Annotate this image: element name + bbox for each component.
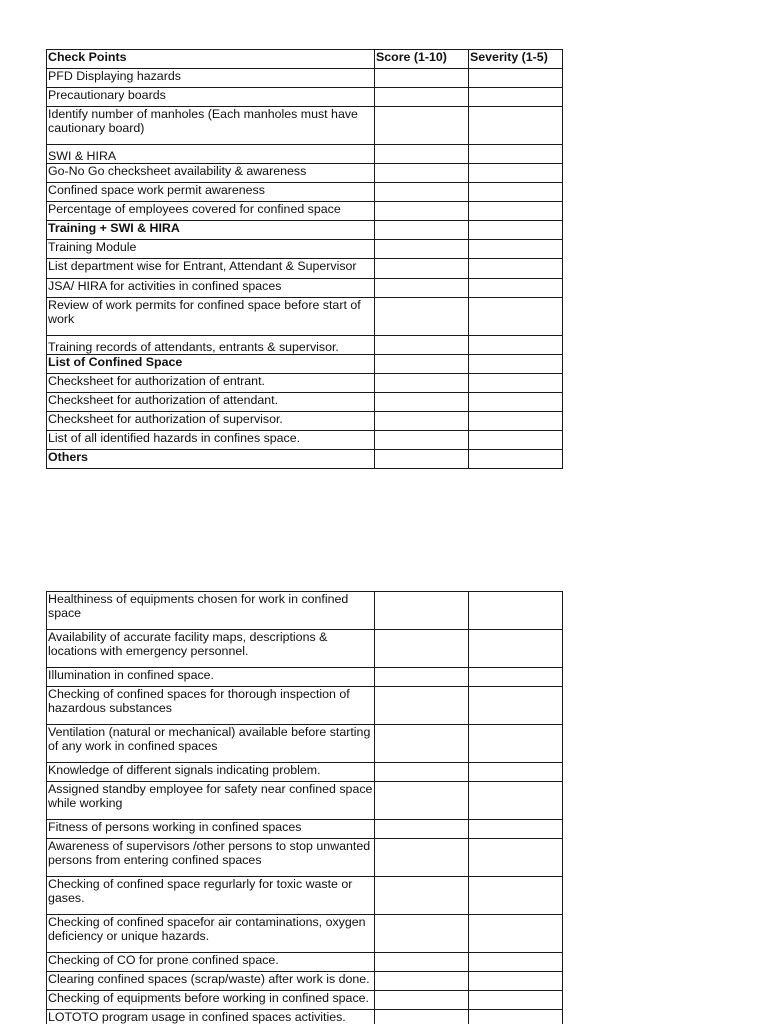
table-row <box>47 374 563 393</box>
severity-cell[interactable] <box>469 145 563 164</box>
check-point-cell[interactable]: Percentage of employees covered for confined space <box>47 202 375 221</box>
severity-cell[interactable] <box>469 972 563 991</box>
check-point-cell[interactable]: Checksheet for authorization of supervisor. <box>47 412 375 431</box>
score-cell[interactable] <box>375 107 469 145</box>
severity-cell[interactable] <box>469 450 563 469</box>
severity-cell[interactable] <box>469 820 563 839</box>
severity-cell[interactable] <box>469 107 563 145</box>
table-row <box>47 107 563 145</box>
score-cell[interactable] <box>375 839 469 877</box>
severity-cell[interactable] <box>469 336 563 355</box>
check-point-cell[interactable]: Checking of confined spacefor air contaminations, oxygen deficiency or unique hazards. <box>47 915 375 953</box>
check-point-cell[interactable]: Clearing confined spaces (scrap/waste) after work is done. <box>47 972 375 991</box>
table-row <box>47 202 563 221</box>
score-cell[interactable] <box>375 336 469 355</box>
check-point-cell[interactable]: SWI & HIRA <box>47 145 375 164</box>
severity-cell[interactable] <box>469 374 563 393</box>
check-point-cell[interactable]: LOTOTO program usage in confined spaces activities. <box>47 1010 375 1024</box>
table-row <box>47 953 563 972</box>
score-cell[interactable] <box>375 431 469 450</box>
table-row <box>47 279 563 298</box>
severity-cell[interactable] <box>469 202 563 221</box>
score-cell[interactable] <box>375 298 469 336</box>
score-cell[interactable] <box>375 164 469 183</box>
severity-cell[interactable] <box>469 687 563 725</box>
severity-cell[interactable] <box>469 431 563 450</box>
table-row <box>47 88 563 107</box>
score-cell[interactable] <box>375 69 469 88</box>
score-cell[interactable] <box>375 820 469 839</box>
header-score[interactable]: Score (1-10) <box>375 50 469 69</box>
table-row <box>47 877 563 915</box>
table-row <box>47 687 563 725</box>
score-cell[interactable] <box>375 240 469 259</box>
table-row <box>47 240 563 259</box>
table-row <box>47 183 563 202</box>
score-cell[interactable] <box>375 953 469 972</box>
table-row <box>47 1010 563 1024</box>
check-point-cell[interactable]: Ventilation (natural or mechanical) available before starting of any work in confined spaces <box>47 725 375 763</box>
table-row <box>47 412 563 431</box>
checklist-table-top <box>46 49 563 469</box>
table-section-row <box>47 221 563 240</box>
score-cell[interactable] <box>375 412 469 431</box>
severity-cell[interactable] <box>469 69 563 88</box>
severity-cell[interactable] <box>469 355 563 374</box>
check-point-cell[interactable]: Confined space work permit awareness <box>47 183 375 202</box>
score-cell[interactable] <box>375 183 469 202</box>
score-cell[interactable] <box>375 1010 469 1024</box>
table-row <box>47 915 563 953</box>
severity-cell[interactable] <box>469 668 563 687</box>
severity-cell[interactable] <box>469 240 563 259</box>
severity-cell[interactable] <box>469 279 563 298</box>
header-check-points[interactable]: Check Points <box>47 50 375 69</box>
check-point-cell[interactable]: List of all identified hazards in confines space. <box>47 431 375 450</box>
score-cell[interactable] <box>375 668 469 687</box>
score-cell[interactable] <box>375 991 469 1010</box>
score-cell[interactable] <box>375 259 469 279</box>
score-cell[interactable] <box>375 725 469 763</box>
table-row <box>47 336 563 355</box>
score-cell[interactable] <box>375 202 469 221</box>
check-point-cell[interactable]: Checksheet for authorization of entrant. <box>47 374 375 393</box>
check-point-cell[interactable]: Assigned standby employee for safety near confined space while working <box>47 782 375 820</box>
table-row <box>47 630 563 668</box>
check-point-cell[interactable]: Awareness of supervisors /other persons to stop unwanted persons from entering confined spaces <box>47 839 375 877</box>
table-row <box>47 145 563 164</box>
table-row <box>47 259 563 279</box>
severity-cell[interactable] <box>469 393 563 412</box>
severity-cell[interactable] <box>469 991 563 1010</box>
checklist-table-bottom <box>46 591 563 1024</box>
check-point-cell[interactable]: Checking of confined space regurlarly for toxic waste or gases. <box>47 877 375 915</box>
check-point-cell[interactable]: Go-No Go checksheet availability & awareness <box>47 164 375 183</box>
severity-cell[interactable] <box>469 592 563 630</box>
check-point-cell[interactable]: List department wise for Entrant, Attendant & Supervisor <box>47 259 375 279</box>
table-row <box>47 763 563 782</box>
check-point-cell[interactable]: Illumination in confined space. <box>47 668 375 687</box>
severity-cell[interactable] <box>469 763 563 782</box>
score-cell[interactable] <box>375 972 469 991</box>
check-point-cell[interactable]: Review of work permits for confined space before start of work <box>47 298 375 336</box>
table-row <box>47 164 563 183</box>
check-point-cell[interactable]: Training records of attendants, entrants & supervisor. <box>47 336 375 355</box>
score-cell[interactable] <box>375 374 469 393</box>
section-heading-cell[interactable]: Training + SWI & HIRA <box>47 221 375 240</box>
score-cell[interactable] <box>375 145 469 164</box>
score-cell[interactable] <box>375 877 469 915</box>
severity-cell[interactable] <box>469 183 563 202</box>
score-cell[interactable] <box>375 915 469 953</box>
severity-cell[interactable] <box>469 412 563 431</box>
table-row <box>47 431 563 450</box>
check-point-cell[interactable]: Checking of CO for prone confined space. <box>47 953 375 972</box>
severity-cell[interactable] <box>469 164 563 183</box>
check-point-cell[interactable]: JSA/ HIRA for activities in confined spaces <box>47 279 375 298</box>
check-point-cell[interactable]: Knowledge of different signals indicating problem. <box>47 763 375 782</box>
score-cell[interactable] <box>375 630 469 668</box>
check-point-cell[interactable]: Fitness of persons working in confined spaces <box>47 820 375 839</box>
severity-cell[interactable] <box>469 630 563 668</box>
table-row <box>47 69 563 88</box>
table-row <box>47 839 563 877</box>
table-row <box>47 991 563 1010</box>
severity-cell[interactable] <box>469 221 563 240</box>
severity-cell[interactable] <box>469 88 563 107</box>
header-severity[interactable]: Severity (1-5) <box>469 50 563 69</box>
check-point-cell[interactable]: Training Module <box>47 240 375 259</box>
check-point-cell[interactable]: Healthiness of equipments chosen for work in confined space <box>47 592 375 630</box>
score-cell[interactable] <box>375 592 469 630</box>
table-row <box>47 668 563 687</box>
table-row <box>47 725 563 763</box>
severity-cell[interactable] <box>469 1010 563 1024</box>
section-heading-cell[interactable]: List of Confined Space <box>47 355 375 374</box>
table-row <box>47 298 563 336</box>
section-heading-cell[interactable]: Others <box>47 450 375 469</box>
check-point-cell[interactable]: Availability of accurate facility maps, descriptions & locations with emergency personnel. <box>47 630 375 668</box>
table-row <box>47 972 563 991</box>
table-row <box>47 782 563 820</box>
severity-cell[interactable] <box>469 725 563 763</box>
score-cell[interactable] <box>375 687 469 725</box>
score-cell[interactable] <box>375 279 469 298</box>
score-cell[interactable] <box>375 355 469 374</box>
table-section-row <box>47 355 563 374</box>
table-row <box>47 820 563 839</box>
severity-cell[interactable] <box>469 915 563 953</box>
check-point-cell[interactable]: Checking of equipments before working in confined space. <box>47 991 375 1010</box>
score-cell[interactable] <box>375 782 469 820</box>
severity-cell[interactable] <box>469 298 563 336</box>
check-point-cell[interactable]: Checksheet for authorization of attendant. <box>47 393 375 412</box>
score-cell[interactable] <box>375 221 469 240</box>
table-section-row <box>47 450 563 469</box>
table-row <box>47 592 563 630</box>
score-cell[interactable] <box>375 393 469 412</box>
check-point-cell[interactable]: Identify number of manholes (Each manholes must have cautionary board) <box>47 107 375 145</box>
score-cell[interactable] <box>375 763 469 782</box>
check-point-cell[interactable]: Precautionary boards <box>47 88 375 107</box>
score-cell[interactable] <box>375 88 469 107</box>
severity-cell[interactable] <box>469 953 563 972</box>
check-point-cell[interactable]: Checking of confined spaces for thorough inspection of hazardous substances <box>47 687 375 725</box>
check-point-cell[interactable]: PFD Displaying hazards <box>47 69 375 88</box>
severity-cell[interactable] <box>469 782 563 820</box>
table-header-row <box>47 50 563 69</box>
severity-cell[interactable] <box>469 839 563 877</box>
table-row <box>47 393 563 412</box>
severity-cell[interactable] <box>469 877 563 915</box>
severity-cell[interactable] <box>469 259 563 279</box>
score-cell[interactable] <box>375 450 469 469</box>
